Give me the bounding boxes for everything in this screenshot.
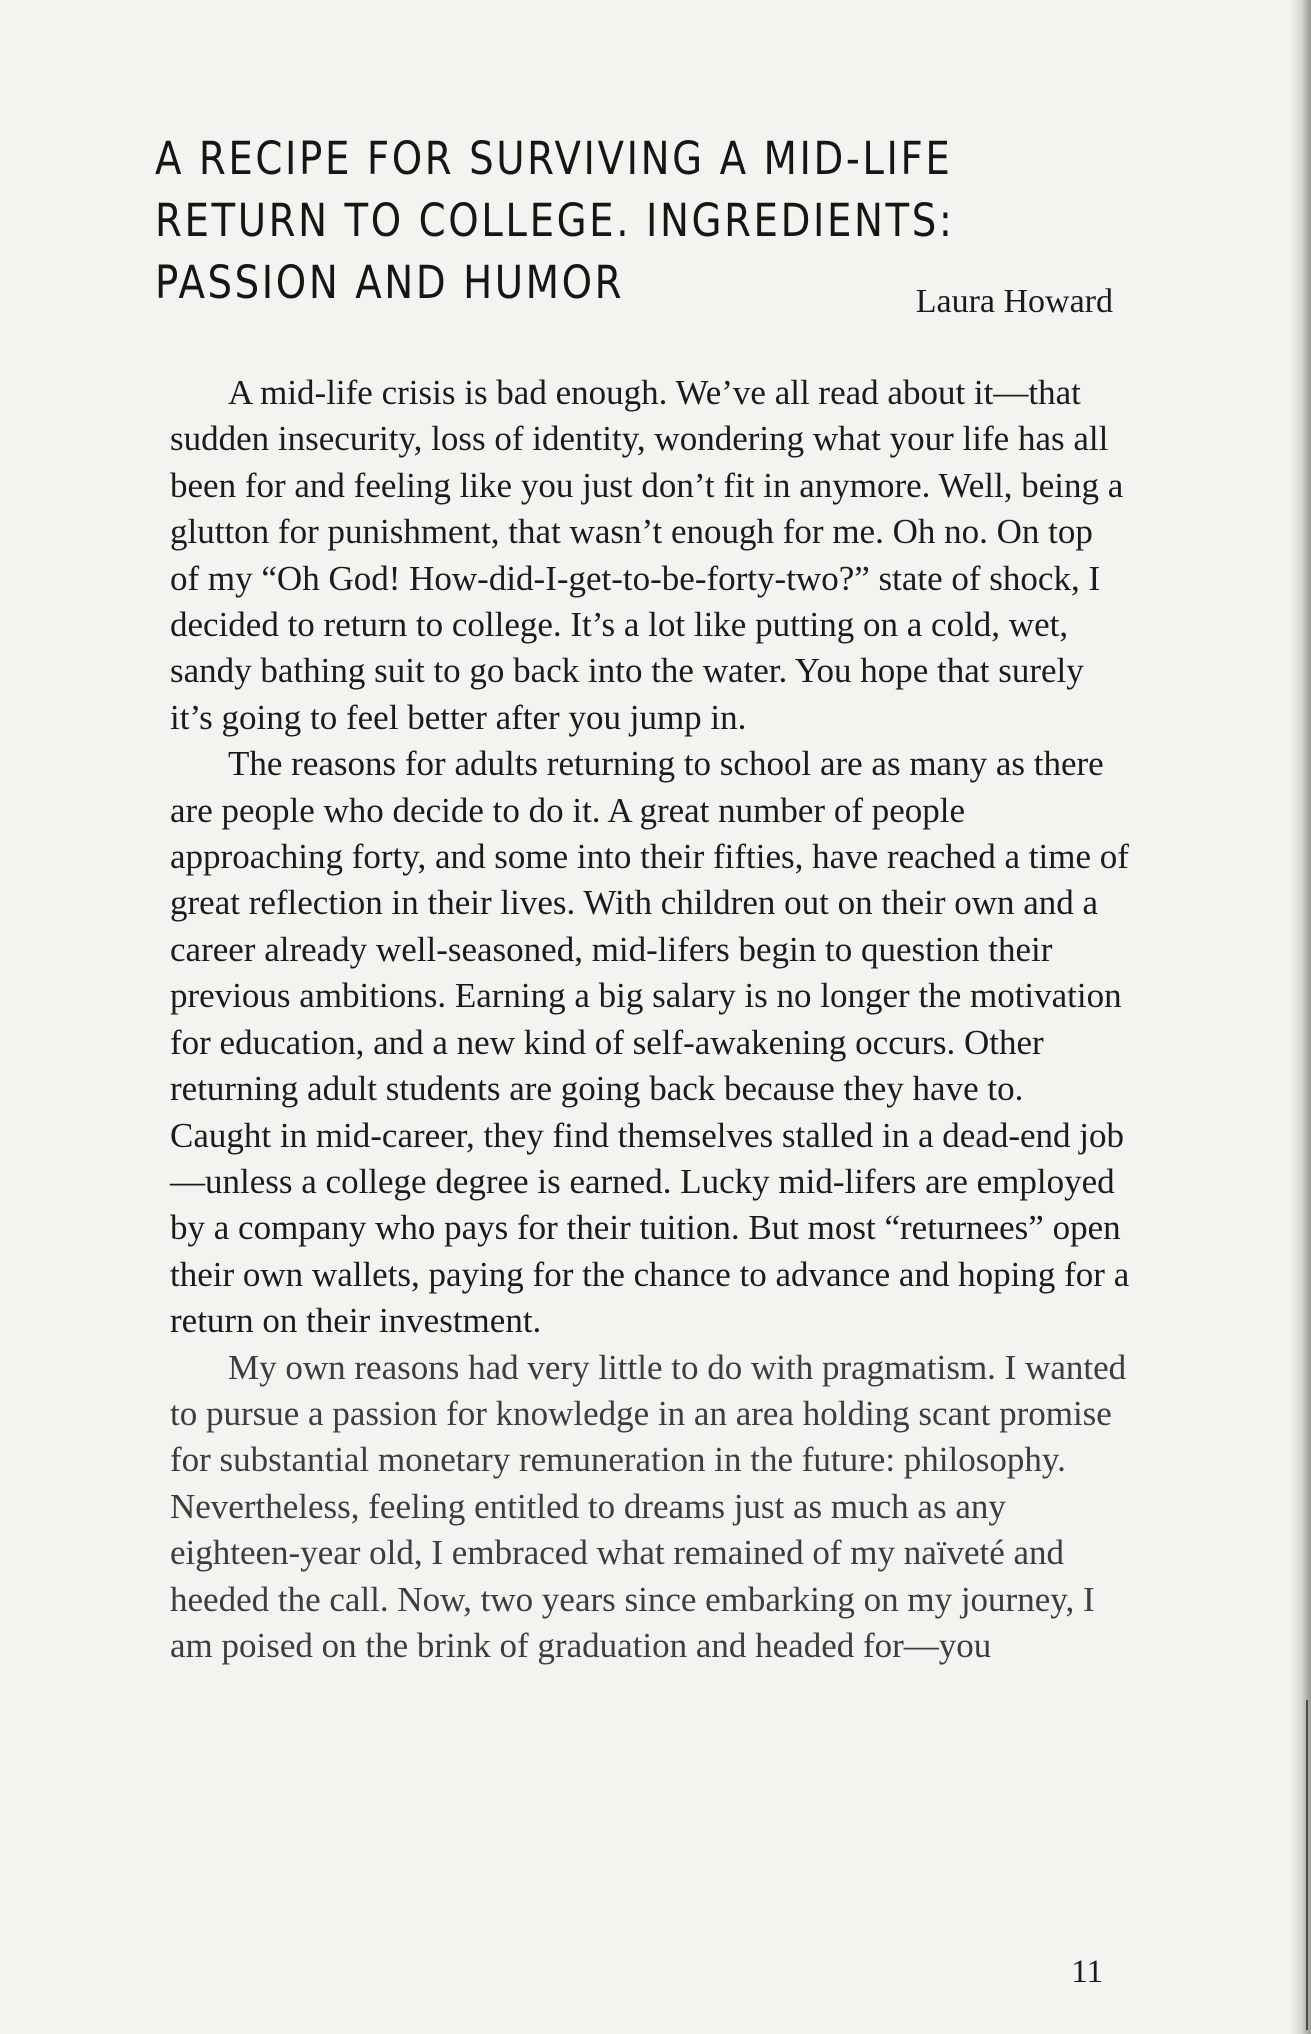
paragraph-2: The reasons for adults returning to school are as many as there are people who decide to do it. A great number of people approaching forty, and some into their fifties, have reached a time of great reflection in their lives. With children out on their own and a career already well-seasoned, mid-lifers begin to question their previous ambitions. Earning a big salary is no longer the motivation for education, and a new kind of self-awakening occurs. Other returning adult students are going back because they have to. Caught in mid-career, they find themselves stalled in a dead-end job—unless a college degree is earned. Lucky mid-lifers are employed by a company who pays for their tuition. But most “returnees” open their own wallets, paying for the chance to advance and hoping for a return on their investment. [170,744,1130,1341]
article-author: Laura Howard [915,283,1113,320]
paragraph-1: A mid-life crisis is bad enough. We’ve all read about it—that sudden insecurity, loss of identity, wondering what your life has all been for and feeling like you just don’t fit in anymore. Well, being a glutton for punishment, that wasn’t enough for me. Oh no. On top of my “Oh God! How-did-I-get-to-be-forty-two?” state of shock, I decided to return to college. It’s a lot like putting on a cold, wet, sandy bathing suit to go back into the water. You hope that surely it’s going to feel better after you jump in. [170,373,1124,737]
article-body [170,370,1130,1669]
article-title: A RECIPE FOR SURVIVING A MID-LIFE RETURN TO COLLEGE. INGREDIENTS: PASSION AND HUMOR [155,132,955,309]
page-number: 11 [1071,1954,1103,1990]
paragraph-3: My own reasons had very little to do with pragmatism. I wanted to pursue a passion for knowledge in an area holding scant promise for substantial monetary remuneration in the future: philosophy. Nevertheless, feeling entitled to dreams just as much as any eighteen-year old, I embraced what remained of my naïveté and heeded the call. Now, two years since embarking on my journey, I am poised on the brink of graduation and headed for—you [170,1347,1127,1665]
page-edge-shadow [1289,0,1311,2034]
